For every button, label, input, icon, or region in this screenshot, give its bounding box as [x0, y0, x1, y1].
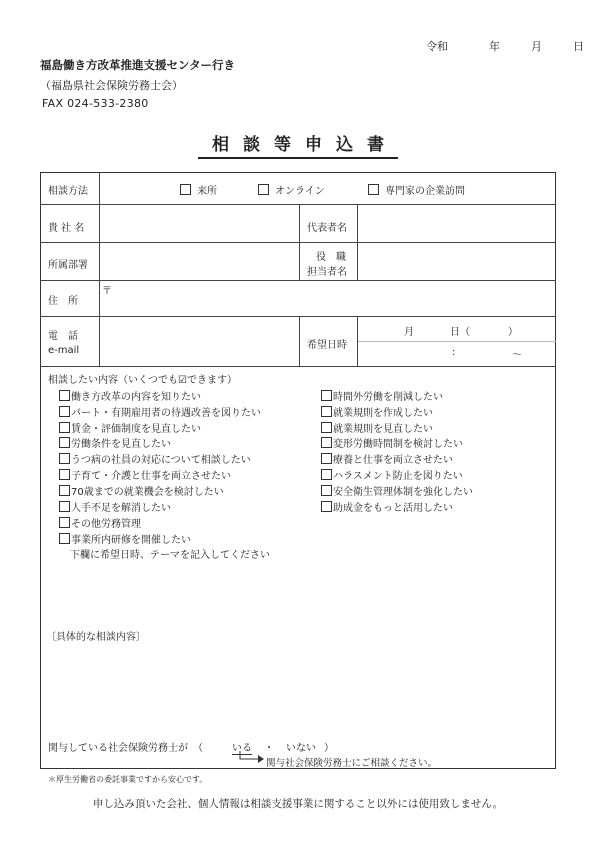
row-divider [40, 204, 556, 205]
consult-option[interactable] [59, 499, 171, 514]
department-field[interactable] [101, 244, 297, 278]
date-era: 令和 [426, 40, 448, 53]
sharoushi-consult-note: 関与社会保険労務士にご相談ください。 [266, 758, 438, 769]
consult-option-label: パート・有期雇用者の待遇改善を図りたい [71, 408, 261, 419]
consult-option-label: 70歳までの就業機会を検討したい [71, 487, 224, 498]
consult-option[interactable] [59, 420, 201, 435]
middle-column-divider [357, 316, 358, 366]
form-title [0, 130, 596, 155]
date-day: 日 [573, 40, 584, 53]
checkbox[interactable] [321, 469, 332, 480]
label-column-divider [99, 172, 100, 366]
address-field[interactable] [101, 282, 553, 314]
consult-option[interactable] [321, 467, 463, 482]
form-title-text: 相談等申込書 [198, 135, 398, 159]
arrow-right-icon [238, 751, 268, 765]
hope-day: 日（ [450, 327, 470, 338]
phone-email-field[interactable] [101, 318, 297, 364]
person-in-charge-label: 担当者名 [307, 267, 347, 278]
detail-textarea[interactable] [44, 646, 552, 726]
checkbox[interactable] [59, 406, 70, 417]
checkbox[interactable] [321, 437, 332, 448]
method-option-expert-visit[interactable] [368, 182, 465, 197]
sharoushi-separator: ・ [264, 743, 274, 754]
consult-option-label: その他労務管理 [71, 519, 141, 530]
checkbox[interactable] [321, 501, 332, 512]
hope-month: 月 [404, 327, 414, 338]
checkbox[interactable] [180, 184, 191, 195]
sharoushi-close: ） [324, 743, 334, 754]
preferred-datetime-field[interactable] [359, 318, 553, 364]
checkbox[interactable] [59, 437, 70, 448]
checkbox[interactable] [59, 501, 70, 512]
date-year: 年 [489, 40, 500, 53]
row-divider [40, 366, 556, 367]
phone-label: 電 話 [48, 331, 78, 342]
postal-mark: 〒 [102, 286, 112, 297]
consult-option[interactable] [59, 451, 251, 466]
consult-option[interactable] [59, 467, 231, 482]
hope-colon: : [452, 347, 456, 358]
consult-option[interactable] [59, 483, 224, 498]
middle-column-divider [357, 204, 358, 280]
method-option-online[interactable] [258, 182, 325, 197]
consult-option-label: 療養と仕事を両立させたい [333, 455, 453, 466]
consult-option[interactable] [321, 499, 453, 514]
checkbox[interactable] [59, 390, 70, 401]
checkbox[interactable] [59, 485, 70, 496]
checkbox[interactable] [321, 453, 332, 464]
detail-label: 〔具体的な相談内容〕 [46, 632, 146, 643]
middle-column-divider [299, 316, 300, 366]
checkbox[interactable] [59, 517, 70, 528]
consult-option-label: 就業規則を作成したい [333, 408, 433, 419]
method-option-visit[interactable] [180, 182, 217, 197]
consult-option-label: 事業所内研修を開催したい [71, 535, 191, 546]
checkbox[interactable] [258, 184, 269, 195]
method-option-label: オンライン [275, 186, 325, 197]
email-label: e-mail [48, 345, 80, 356]
sharoushi-question: 関与している社会保険労務士が （ [48, 743, 203, 754]
middle-column-divider [299, 204, 300, 280]
consult-option[interactable] [321, 451, 453, 466]
consult-option-label: 労働条件を見直したい [71, 439, 171, 450]
consult-option-label: 賃金・評価制度を見直したい [71, 424, 201, 435]
method-label: 相談方法 [48, 186, 88, 197]
checkbox[interactable] [321, 406, 332, 417]
method-option-label: 来所 [197, 186, 217, 197]
consult-option[interactable] [59, 435, 171, 450]
consult-option[interactable] [321, 404, 433, 419]
row-divider [40, 242, 556, 243]
sharoushi-yes-option[interactable]: いる [232, 739, 252, 755]
representative-field[interactable] [359, 206, 553, 240]
method-option-label: 専門家の企業訪問 [385, 186, 465, 197]
checkbox[interactable] [368, 184, 379, 195]
consult-option[interactable] [59, 515, 141, 530]
checkbox[interactable] [59, 422, 70, 433]
row-divider [40, 280, 556, 281]
checkbox[interactable] [321, 390, 332, 401]
checkbox[interactable] [59, 469, 70, 480]
consult-option-label: 子育て・介護と仕事を両立させたい [71, 471, 231, 482]
company-field[interactable] [101, 206, 297, 240]
training-note: 下欄に希望日時、テーマを記入してください [70, 550, 270, 561]
consult-option-label: うつ病の社員の対応について相談したい [71, 455, 251, 466]
checkbox[interactable] [59, 533, 70, 544]
consult-option[interactable] [321, 388, 443, 403]
consult-option-label: 時間外労働を削減したい [333, 392, 443, 403]
recipient: 福島働き方改革推進支援センター行き [40, 58, 236, 72]
mhlw-note: ＊厚生労働省の委託事業ですから安心です。 [48, 775, 208, 784]
consult-option-label: 安全衛生管理体制を強化したい [333, 487, 473, 498]
address-label: 住 所 [48, 296, 78, 307]
consult-option-label: ハラスメント防止を図りたい [333, 471, 463, 482]
consult-option[interactable] [321, 483, 473, 498]
hope-tilde: ～ [512, 350, 522, 361]
company-label: 貴 社 名 [48, 223, 85, 234]
consult-option-label: 就業規則を見直したい [333, 424, 433, 435]
row-divider [40, 316, 556, 317]
consult-intro: 相談したい内容（いくつでも☑できます） [48, 375, 237, 386]
consult-option-label: 人手不足を解消したい [71, 503, 171, 514]
consult-option[interactable] [321, 435, 463, 450]
consult-option-label: 助成金をもっと活用したい [333, 503, 453, 514]
representative-label: 代表者名 [307, 223, 347, 234]
consult-option-label: 変形労働時間制を検討したい [333, 439, 463, 450]
date-line [426, 38, 584, 54]
consult-option[interactable] [321, 420, 433, 435]
checkbox[interactable] [321, 422, 332, 433]
person-in-charge-field[interactable] [359, 244, 553, 278]
privacy-footer: 申し込み頂いた会社、個人情報は相談支援事業に関すること以外には使用致しません。 [92, 798, 504, 810]
post-label: 役 職 [316, 252, 346, 263]
consult-option[interactable] [59, 531, 191, 546]
checkbox[interactable] [59, 453, 70, 464]
hope-paren: ） [508, 327, 518, 338]
recipient-org: （福島県社会保険労務士会） [40, 79, 183, 92]
sharoushi-no-option[interactable]: いない [286, 743, 316, 754]
preferred-datetime-label: 希望日時 [307, 340, 347, 351]
date-month: 月 [531, 40, 542, 53]
consult-option[interactable] [59, 404, 261, 419]
fax-number: FAX 024-533-2380 [42, 97, 149, 110]
checkbox[interactable] [321, 485, 332, 496]
consult-option[interactable] [59, 388, 201, 403]
consult-option-label: 働き方改革の内容を知りたい [71, 392, 201, 403]
department-label: 所属部署 [48, 260, 88, 271]
